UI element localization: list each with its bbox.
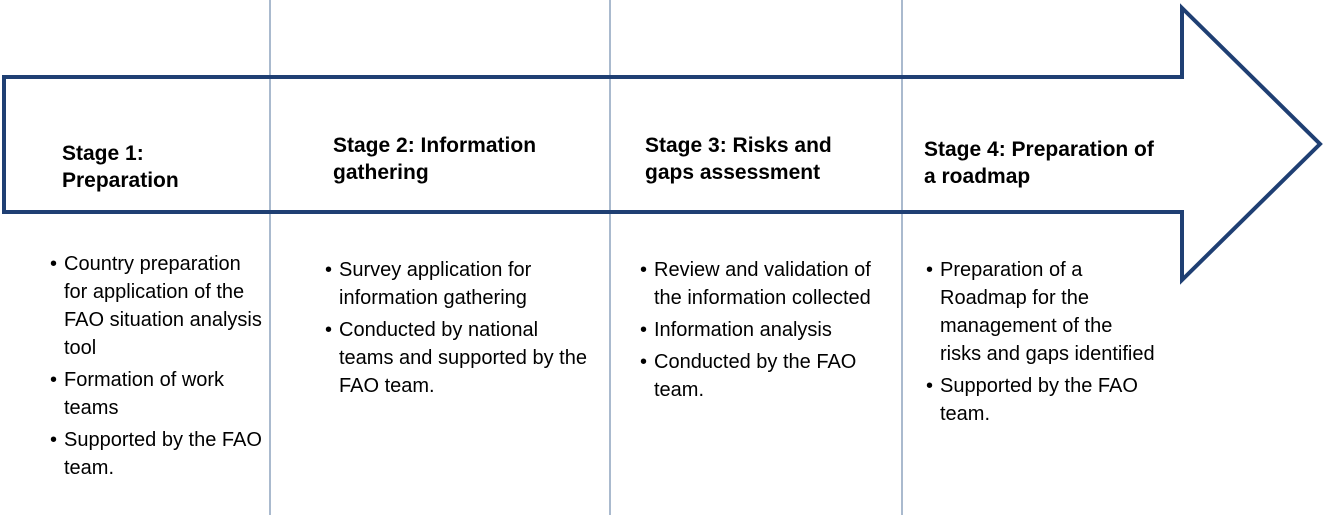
stage-1-bullet-2-text: Formation of work teams — [64, 369, 225, 419]
stage-4-title-line-2: a roadmap — [924, 165, 1031, 188]
stage-2-bullet-1 — [325, 256, 587, 312]
stage-1-title-line-1: Stage 1: — [62, 142, 144, 165]
stage-1-title — [62, 140, 179, 194]
bullet-glyph: • — [926, 259, 934, 281]
stage-1-bullet-1 — [50, 250, 262, 362]
stage-4-bullet-2 — [926, 372, 1158, 428]
stage-2-title-line-2: gathering — [333, 161, 429, 184]
stage-3-bullet-list — [640, 256, 880, 408]
stage-2-bullet-2-text: Conducted by national teams and supported by the FAO team. — [339, 319, 587, 397]
stage-1-bullet-list — [50, 250, 262, 486]
stage-1-title-line-2: Preparation — [62, 169, 179, 192]
stage-3-bullet-3 — [640, 348, 880, 404]
stage-1-bullet-3-text: Supported by the FAO team. — [64, 429, 262, 479]
bullet-glyph: • — [640, 259, 648, 281]
stage-3-bullet-2-text: Information analysis — [654, 319, 832, 341]
stage-3-bullet-3-text: Conducted by the FAO team. — [654, 351, 857, 401]
stage-3-bullet-1 — [640, 256, 880, 312]
stage-2-bullet-2 — [325, 316, 587, 400]
stage-3-bullet-2 — [640, 316, 880, 344]
bullet-glyph: • — [50, 253, 58, 275]
bullet-glyph: • — [50, 369, 58, 391]
stage-3-title-line-2: gaps assessment — [645, 161, 821, 184]
stage-4-bullet-list — [926, 256, 1158, 432]
bullet-glyph: • — [325, 319, 333, 341]
stage-1-bullet-1-text: Country preparation for application of the FAO situation analysis tool — [64, 253, 262, 359]
stage-2-bullet-1-text: Survey application for information gathering — [339, 259, 532, 309]
stage-1-bullet-2 — [50, 366, 262, 422]
bullet-glyph: • — [640, 351, 648, 373]
bullet-glyph: • — [640, 319, 648, 341]
stage-3-title-line-1: Stage 3: Risks and — [645, 134, 832, 157]
stage-4-title — [924, 136, 1154, 190]
stage-3-title — [645, 132, 832, 186]
stage-4-bullet-1 — [926, 256, 1158, 368]
stage-1-bullet-3 — [50, 426, 262, 482]
bullet-glyph: • — [926, 375, 934, 397]
stage-2-title — [333, 132, 536, 186]
stage-4-bullet-1-text: Preparation of a Roadmap for the management of the risks and gaps identified — [940, 259, 1155, 365]
bullet-glyph: • — [325, 259, 333, 281]
bullet-glyph: • — [50, 429, 58, 451]
stage-2-title-line-1: Stage 2: Information — [333, 134, 537, 157]
stage-4-title-line-1: Stage 4: Preparation of — [924, 138, 1154, 161]
stage-4-bullet-2-text: Supported by the FAO team. — [940, 375, 1138, 425]
stage-2-bullet-list — [325, 256, 587, 404]
stage-3-bullet-1-text: Review and validation of the information collected — [654, 259, 871, 309]
